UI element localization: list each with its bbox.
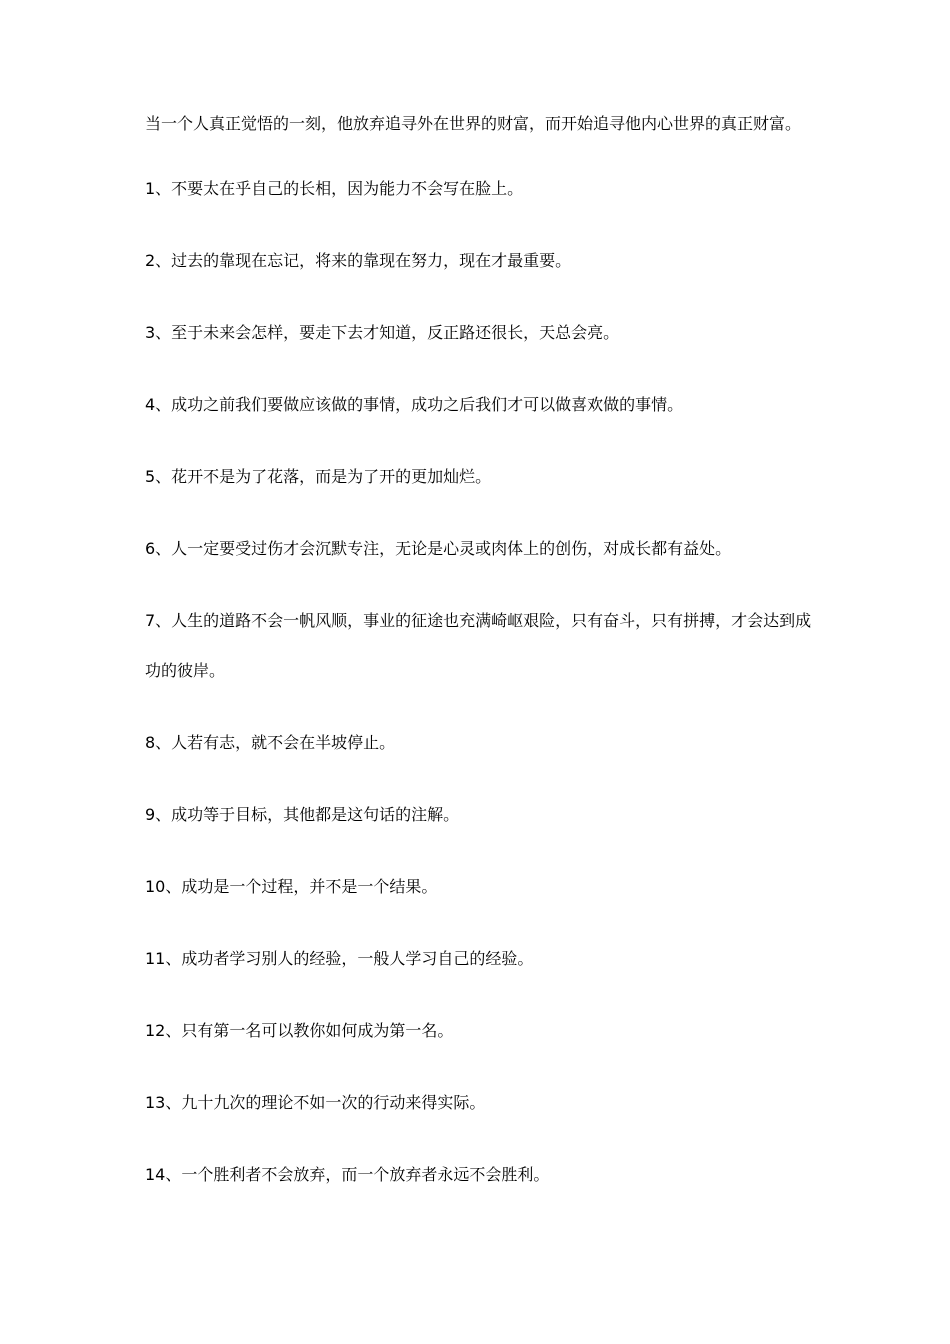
list-item-3: 3、至于未来会怎样，要走下去才知道，反正路还很长，天总会亮。 [145,323,620,342]
list-item-1: 1、不要太在乎自己的长相，因为能力不会写在脸上。 [145,179,524,198]
intro-paragraph: 当一个人真正觉悟的一刻，他放弃追寻外在世界的财富，而开始追寻他内心世界的真正财富。 [145,114,802,133]
list-item-13: 13、九十九次的理论不如一次的行动来得实际。 [145,1093,486,1112]
list-item-6: 6、人一定要受过伤才会沉默专注，无论是心灵或肉体上的创伤，对成长都有益处。 [145,539,732,558]
list-item-10: 10、成功是一个过程，并不是一个结果。 [145,877,438,896]
list-item-12: 12、只有第一名可以教你如何成为第一名。 [145,1021,454,1040]
list-item-2: 2、过去的靠现在忘记，将来的靠现在努力，现在才最重要。 [145,251,572,270]
list-item-7: 7、人生的道路不会一帆风顺，事业的征途也充满崎岖艰险，只有奋斗，只有拼搏，才会达到成功的彼岸。 [145,611,812,680]
document-body [145,106,815,1222]
list-item-8: 8、人若有志，就不会在半坡停止。 [145,733,396,752]
list-item-14: 14、一个胜利者不会放弃，而一个放弃者永远不会胜利。 [145,1165,550,1184]
list-item-5: 5、花开不是为了花落，而是为了开的更加灿烂。 [145,467,492,486]
list-item-9: 9、成功等于目标，其他都是这句话的注解。 [145,805,460,824]
list-item-11: 11、成功者学习别人的经验，一般人学习自己的经验。 [145,949,534,968]
list-item-4: 4、成功之前我们要做应该做的事情，成功之后我们才可以做喜欢做的事情。 [145,395,684,414]
